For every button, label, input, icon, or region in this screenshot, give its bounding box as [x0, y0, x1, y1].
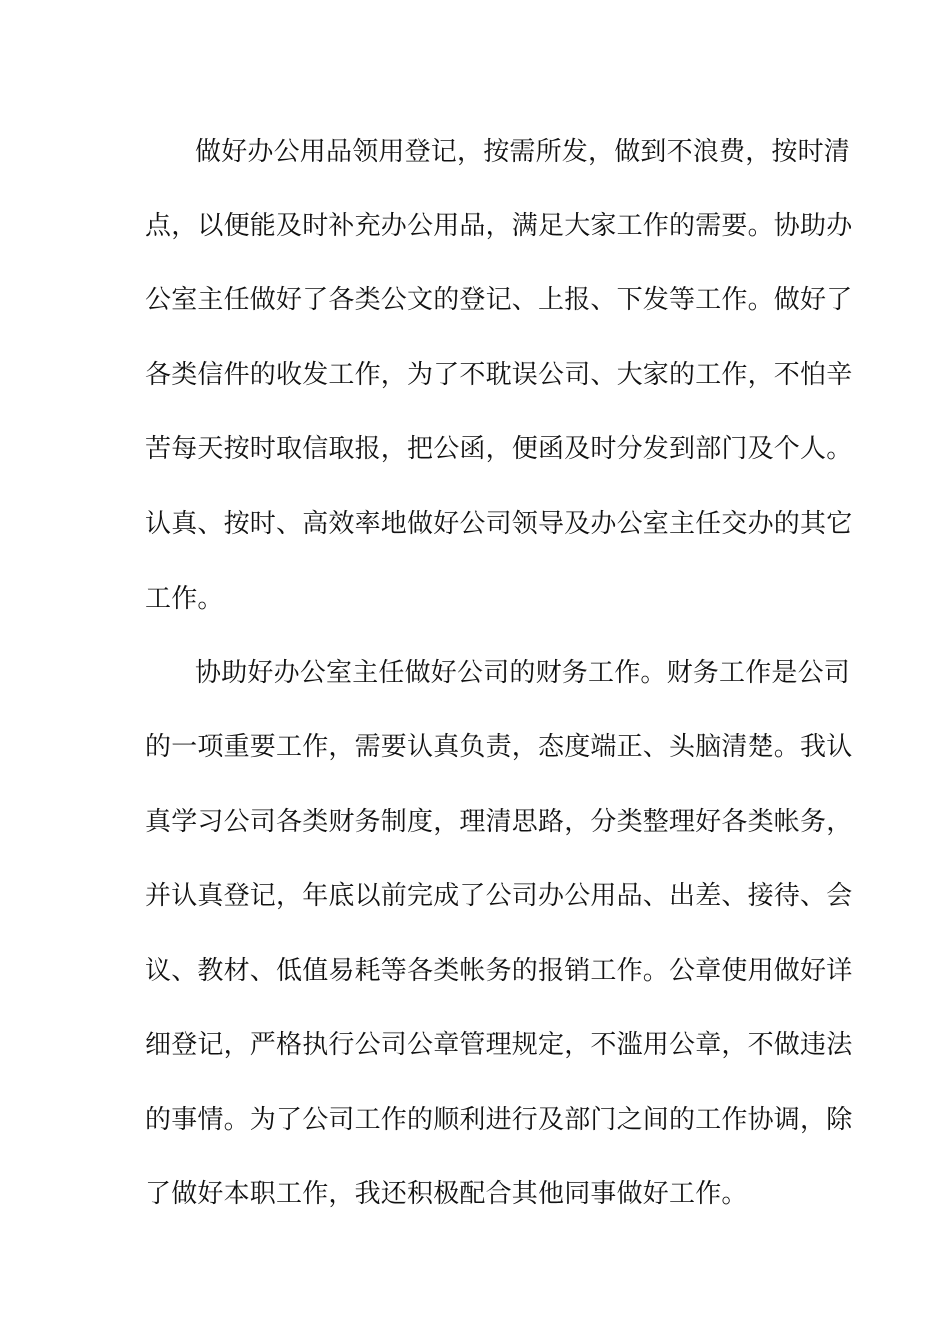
text-line: 公室主任做好了各类公文的登记、上报、下发等工作。做好了 [145, 285, 853, 315]
text-line: 协助好办公室主任做好公司的财务工作。财务工作是公司 [195, 658, 851, 688]
text-line: 的一项重要工作，需要认真负责，态度端正、头脑清楚。我认 [145, 732, 853, 762]
text-line: 真学习公司各类财务制度，理清思路，分类整理好各类帐务， [145, 807, 853, 837]
text-line: 并认真登记，年底以前完成了公司办公用品、出差、接待、会 [145, 881, 853, 911]
text-line: 细登记，严格执行公司公章管理规定，不滥用公章，不做违法 [145, 1030, 853, 1060]
text-line: 做好办公用品领用登记，按需所发，做到不浪费，按时清 [195, 137, 851, 167]
text-line: 议、教材、低值易耗等各类帐务的报销工作。公章使用做好详 [145, 956, 853, 986]
text-line: 的事情。为了公司工作的顺利进行及部门之间的工作协调，除 [145, 1105, 853, 1135]
text-line: 了做好本职工作，我还积极配合其他同事做好工作。 [145, 1179, 748, 1209]
text-line: 工作。 [145, 584, 224, 614]
text-line: 苦每天按时取信取报，把公函，便函及时分发到部门及个人。 [145, 434, 853, 464]
text-line: 认真、按时、高效率地做好公司领导及办公室主任交办的其它 [145, 509, 853, 539]
text-line: 点，以便能及时补充办公用品，满足大家工作的需要。协助办 [145, 211, 853, 241]
text-line: 各类信件的收发工作，为了不耽误公司、大家的工作，不怕辛 [145, 360, 853, 390]
